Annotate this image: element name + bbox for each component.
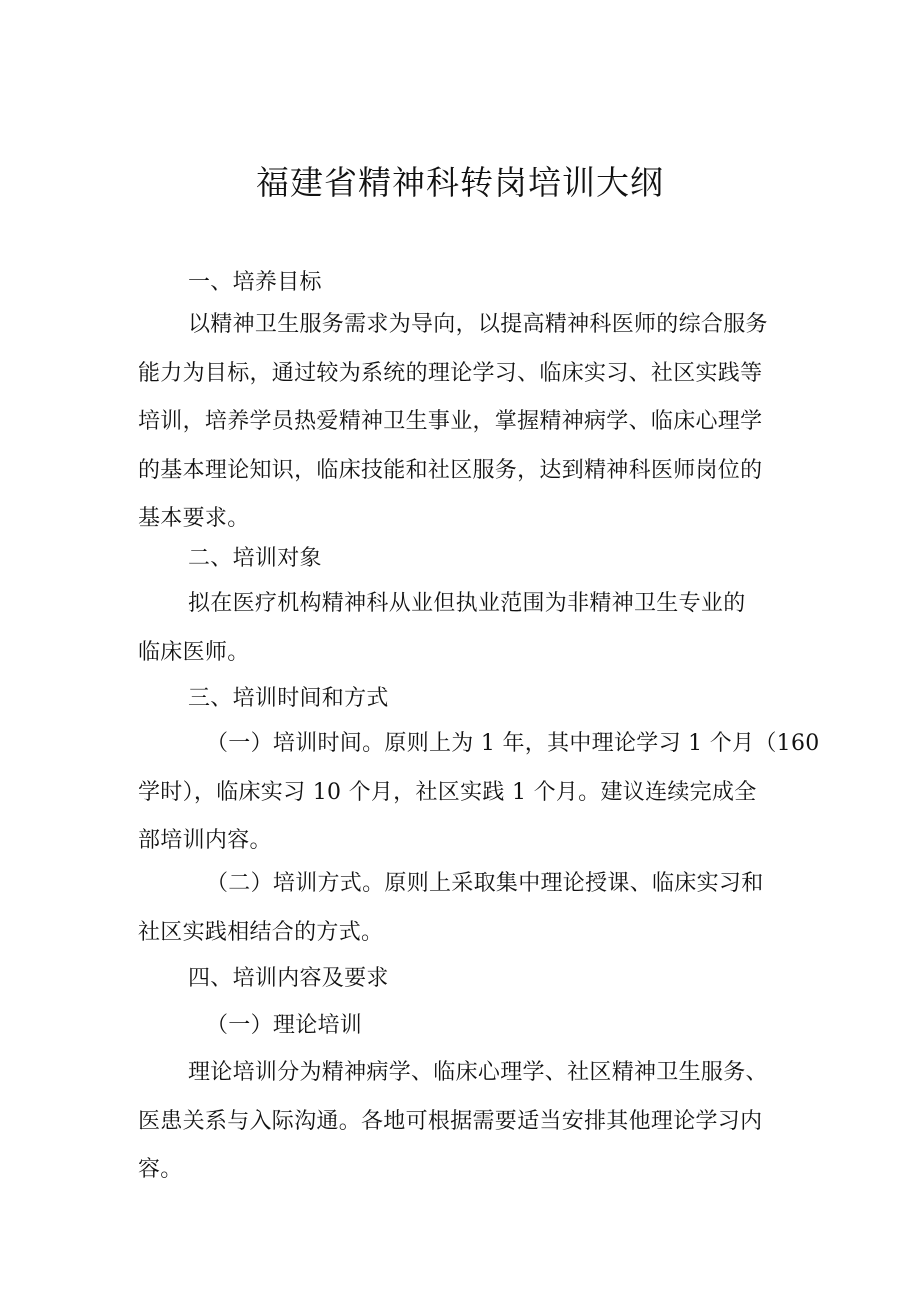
paragraph-training-time <box>138 720 820 866</box>
paragraph-training-method <box>138 860 798 957</box>
subsection-heading-theory <box>138 1002 798 1051</box>
paragraph-objectives <box>138 301 798 544</box>
text-line: 容。 <box>138 1157 183 1182</box>
document-title: 福建省精神科转岗培训大纲 <box>256 163 664 202</box>
heading-line: 四、培训内容及要求 <box>188 966 389 991</box>
text-line: 社区实践相结合的方式。 <box>138 919 384 945</box>
text-line: （一）培训时间。原则上为 1 年，其中理论学习 1 个月（160 <box>206 731 820 756</box>
paragraph-theory <box>138 1049 798 1195</box>
text-line: 医患关系与入际沟通。各地可根据需要适当安排其他理论学习内 <box>138 1108 763 1134</box>
heading-line: （一）理论培训 <box>206 1013 363 1038</box>
heading-line: 三、培训时间和方式 <box>188 686 389 711</box>
text-line: 培训，培养学员热爱精神卫生事业，掌握精神病学、临床心理学 <box>138 409 763 434</box>
section-heading-content <box>138 955 798 1004</box>
heading-line: 二、培训对象 <box>188 546 322 571</box>
heading-line: 一、培养目标 <box>188 270 322 295</box>
text-line: 学时），临床实习 10 个月，社区实践 1 个月。建议连续完成全 <box>138 779 757 805</box>
text-line: 拟在医疗机构精神科从业但执业范围为非精神卫生专业的 <box>188 591 746 616</box>
text-line: 部培训内容。 <box>138 828 272 853</box>
text-line: 理论培训分为精神病学、临床心理学、社区精神卫生服务、 <box>188 1060 768 1085</box>
text-line: 以精神卫生服务需求为导向，以提高精神科医师的综合服务 <box>188 312 768 337</box>
text-line: 的基本理论知识，临床技能和社区服务，达到精神科医师岗位的 <box>138 457 763 483</box>
text-line: 临床医师。 <box>138 639 250 665</box>
section-heading-trainees <box>138 535 798 584</box>
text-line: （二）培训方式。原则上采取集中理论授课、临床实习和 <box>206 871 764 896</box>
text-line: 能力为目标，通过较为系统的理论学习、临床实习、社区实践等 <box>138 360 763 386</box>
section-heading-time-method <box>138 675 798 724</box>
paragraph-trainees <box>138 580 798 677</box>
text-line: 基本要求。 <box>138 506 250 531</box>
